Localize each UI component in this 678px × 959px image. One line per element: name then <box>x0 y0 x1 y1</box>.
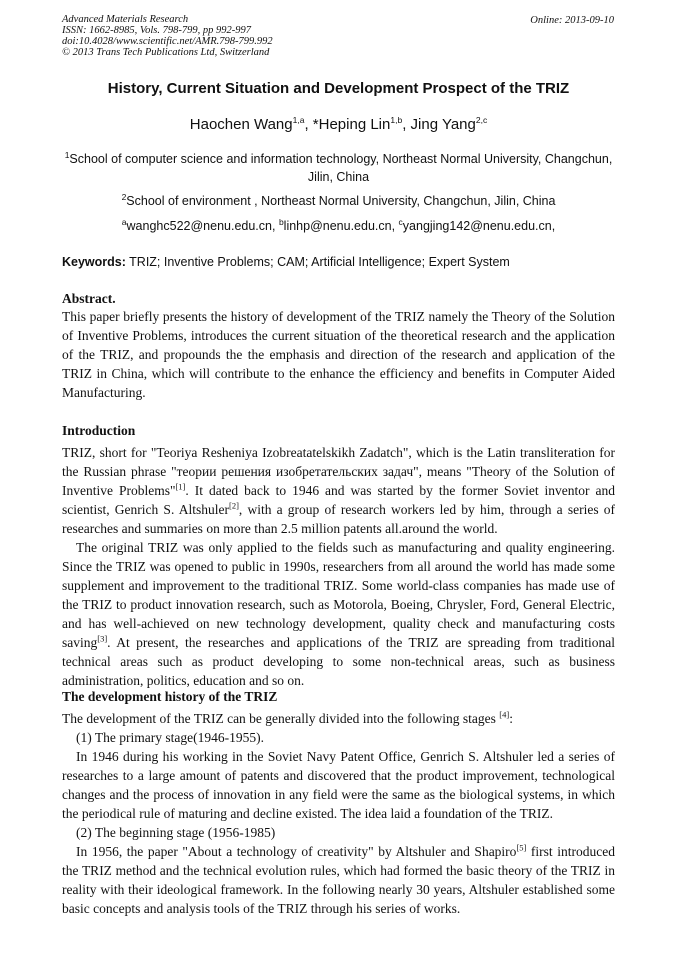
author-list: Haochen Wang$^{1,a}$, *Heping Lin$^{1,b}$, Jing Yang$^{2,c}$ <box>189 115 488 133</box>
text: , with a group of research workers led by him, through a series of researches and summaries on more than 2.5 million patents all.around the world. <box>62 502 615 536</box>
text: first introduced the TRIZ method and the technical evolution rules, which had formed the basic theory of the TRIZ in reality with their ideological framework. In the following nearly 30 years, Altshuler established some basic concepts and analysis tools of the TRIZ through his series of works. <box>62 844 615 916</box>
affiliation-sup: 1 <box>64 149 70 160</box>
citation: [1] <box>175 481 186 492</box>
affiliation-2 <box>62 192 615 210</box>
journal-name: Advanced Materials Research <box>62 14 189 25</box>
affiliation-text: School of environment , Northeast Normal University, Changchun, Jilin, China <box>126 194 556 208</box>
author-sup: 1,b <box>390 115 403 125</box>
text: The original TRIZ was only applied to the fields such as manufacturing and quality engineering. Since the TRIZ was opened to public in 1990s, researchers from all around the world has made some supplement and improvement to the traditional TRIZ. Some world-class companies has made use of the TRIZ to product innovation research, such as Motorola, Boeing, Chrysler, Ford, General Electric, and has well-achieved on new technology development, quality check and manufacturing costs saving <box>62 540 615 650</box>
stage-2-label: (2) The beginning stage (1956-1985) <box>76 825 276 840</box>
online-date: Online: 2013-09-10 <box>530 15 614 26</box>
text: . At present, the researches and applications of the TRIZ are spreading from traditional technical areas such as product developing to some non-technical areas, such as business administration, politics, education and so on. <box>62 635 615 688</box>
keywords-text: TRIZ; Inventive Problems; CAM; Artificial Intelligence; Expert System <box>129 255 510 269</box>
affiliation-text: School of computer science and information technology, Northeast Normal University, Changchun, Jilin, China <box>69 152 613 184</box>
email-sup: a <box>121 216 127 227</box>
email-sup: c <box>398 216 403 227</box>
citation: [2] <box>228 500 239 511</box>
development-intro <box>62 709 615 728</box>
author-sup: 1,a <box>292 115 305 125</box>
text: TRIZ, short for "Teoriya Resheniya Izobreatatelskikh Zadatch", which is the Latin transliteration for the Russian phrase "теории решения изобретательских задач", means "Theory of the Solution of Inventive Problems" <box>62 445 615 498</box>
text: . It dated back to 1946 and was started by the former Soviet inventor and scientist, Genrich S. Altshuler <box>62 483 615 517</box>
stage-1-label: (1) The primary stage(1946-1955). <box>76 730 264 745</box>
introduction-paragraph-1 <box>62 443 615 538</box>
email-list <box>62 217 615 235</box>
citation: [5] <box>516 842 527 853</box>
email-link[interactable]: wanghc522@nenu.edu.cn, <box>126 219 276 233</box>
text: : <box>509 711 513 726</box>
development-heading: The development history of the TRIZ <box>62 689 278 704</box>
affiliation-1 <box>62 150 615 186</box>
abstract-text: This paper briefly presents the history of development of the TRIZ namely the Theory of the Solution of Inventive Problems, introduces the current situation of the theoretical research and the application of the TRIZ, and propounds the the emphasis and direction of the research and application of the TRIZ in China, which will contribute to the enhance the efficiency and benefits in Computer Aided Manufacturing. <box>62 309 615 400</box>
paper-title: History, Current Situation and Development Prospect of the TRIZ <box>107 80 570 97</box>
doi: doi:10.4028/www.scientific.net/AMR.798-799.992 <box>62 36 273 47</box>
email-link[interactable]: yangjing142@nenu.edu.cn, <box>402 219 556 233</box>
stage-2-paragraph <box>62 842 615 918</box>
citation: [3] <box>97 633 108 644</box>
author-name: Haochen Wang <box>189 116 293 133</box>
text: In 1956, the paper "About a technology of creativity" by Altshuler and Shapiro <box>76 844 517 859</box>
abstract-heading: Abstract. <box>62 291 116 306</box>
author-sup: 2,c <box>475 115 488 125</box>
stage-1-paragraph: In 1946 during his working in the Soviet Navy Patent Office, Genrich S. Altshuler led a series of researches to a large amount of patents and discovered that the product improvement, technological changes and the process of innovation in any field were the same as the biological systems, in which the periodical rule of maturing and decline existed. The idea laid a foundation of the TRIZ. <box>62 749 615 821</box>
author-name: Jing Yang <box>410 116 476 133</box>
author-name: *Heping Lin <box>312 116 391 133</box>
copyright: © 2013 Trans Tech Publications Ltd, Switzerland <box>62 47 270 58</box>
abstract-section <box>62 291 615 402</box>
keywords-label: Keywords: <box>62 255 126 269</box>
introduction-heading: Introduction <box>62 423 136 438</box>
keywords <box>62 255 615 269</box>
email-sup: b <box>278 216 284 227</box>
development-section <box>62 689 615 918</box>
issn: ISSN: 1662-8985, Vols. 798-799, pp 992-997 <box>62 25 251 36</box>
introduction-section <box>62 423 615 690</box>
introduction-paragraph-2 <box>62 538 615 690</box>
email-link[interactable]: linhp@nenu.edu.cn, <box>283 219 396 233</box>
affiliation-sup: 2 <box>121 191 127 202</box>
text: The development of the TRIZ can be generally divided into the following stages <box>62 711 500 726</box>
citation: [4] <box>499 709 510 720</box>
